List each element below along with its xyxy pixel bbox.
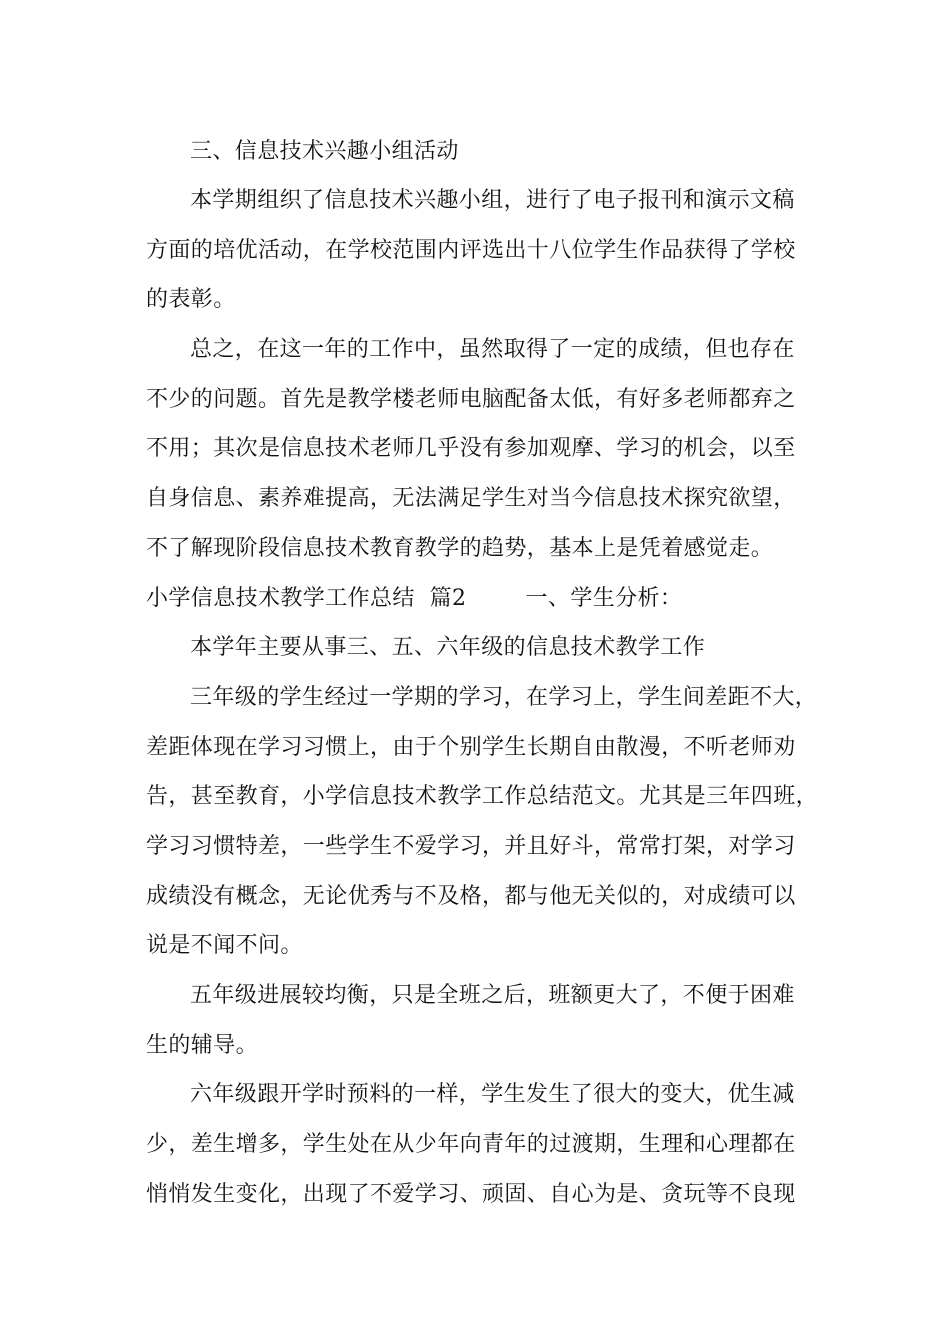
- paragraph-line: 说是不闻不问。: [146, 933, 303, 958]
- paragraph-line: 总之，在这一年的工作中，虽然取得了一定的成绩，但也存在: [190, 337, 795, 362]
- paragraph-line: 生的辅导。: [146, 1033, 259, 1058]
- paragraph-line: 告，甚至教育，小学信息技术教学工作总结范文。尤其是三年四班，: [146, 784, 819, 809]
- paragraph-line: 学习习惯特差，一些学生不爱学习，并且好斗，常常打架，对学习: [146, 834, 796, 859]
- paragraph-line: 三年级的学生经过一学期的学习，在学习上，学生间差距不大，: [190, 685, 818, 710]
- paragraph-line: 方面的培优活动，在学校范围内评选出十八位学生作品获得了学校: [146, 238, 796, 263]
- article-title-line: 小学信息技术教学工作总结 篇2 一、学生分析：: [146, 586, 683, 611]
- paragraph-line: 的表彰。: [146, 287, 236, 312]
- paragraph-line: 本学期组织了信息技术兴趣小组，进行了电子报刊和演示文稿: [190, 188, 795, 213]
- paragraph-line: 差距体现在学习习惯上，由于个别学生长期自由散漫，不听老师劝: [146, 735, 796, 760]
- paragraph-line: 五年级进展较均衡，只是全班之后，班额更大了，不便于困难: [190, 983, 795, 1008]
- paragraph-line: 本学年主要从事三、五、六年级的信息技术教学工作: [190, 635, 706, 660]
- paragraph-line: 不用；其次是信息技术老师几乎没有参加观摩、学习的机会，以至: [146, 436, 796, 461]
- section-heading: 三、信息技术兴趣小组活动: [190, 139, 459, 164]
- paragraph-line: 六年级跟开学时预料的一样，学生发生了很大的变大，优生减: [190, 1082, 795, 1107]
- paragraph-line: 悄悄发生变化，出现了不爱学习、顽固、自心为是、贪玩等不良现: [146, 1182, 796, 1207]
- paragraph-line: 不少的问题。首先是教学楼老师电脑配备太低，有好多老师都弃之: [146, 387, 796, 412]
- paragraph-line: 少，差生增多，学生处在从少年向青年的过渡期，生理和心理都在: [146, 1132, 796, 1157]
- paragraph-line: 成绩没有概念，无论优秀与不及格，都与他无关似的，对成绩可以: [146, 884, 796, 909]
- paragraph-line: 自身信息、素养难提高，无法满足学生对当今信息技术探究欲望，: [146, 486, 796, 511]
- paragraph-line: 不了解现阶段信息技术教育教学的趋势，基本上是凭着感觉走。: [146, 536, 774, 561]
